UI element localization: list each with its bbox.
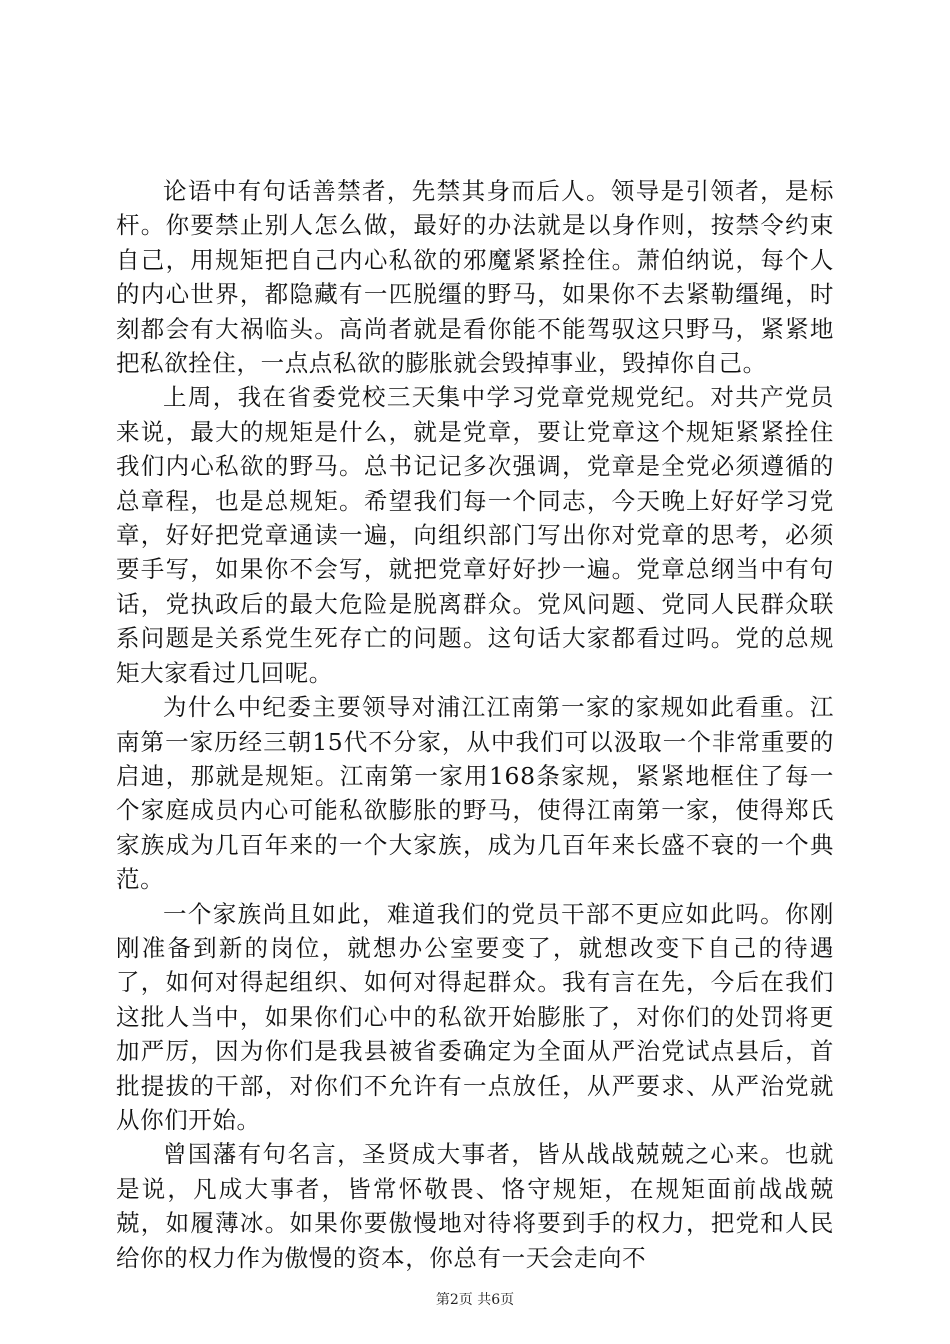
paragraph: 上周，我在省委党校三天集中学习党章党规党纪。对共产党员来说，最大的规矩是什么，就是党章，要让党章这个规矩紧紧拴住我们内心私欲的野马。总书记记多次强调，党章是全党必须遵循的总章程，也是总规矩。希望我们每一个同志，今天晚上好好学习党章，好好把党章通读一遍，向组织部门写出你对党章的思考，必须要手写，如果你不会写，就把党章好好抄一遍。党章总纲当中有句话，党执政后的最大危险是脱离群众。党风问题、党同人民群众联系问题是关系党生死存亡的问题。这句话大家都看过吗。党的总规矩大家看过几回呢。 [116,383,834,687]
body-text [116,174,834,1275]
page-number-footer: 第2页 共6页 [435,1292,515,1308]
paragraph: 一个家族尚且如此，难道我们的党员干部不更应如此吗。你刚刚准备到新的岗位，就想办公室要变了，就想改变下自己的待遇了，如何对得起组织、如何对得起群众。我有言在先，今后在我们这批人当中，如果你们心中的私欲开始膨胀了，对你们的处罚将更加严厉，因为你们是我县被省委确定为全面从严治党试点县后，首批提拔的干部，对你们不允许有一点放任，从严要求、从严治党就从你们开始。 [116,899,834,1134]
paragraph: 为什么中纪委主要领导对浦江江南第一家的家规如此看重。江南第一家历经三朝15代不分家，从中我们可以汲取一个非常重要的启迪，那就是规矩。江南第一家用168条家规，紧紧地框住了每一个家庭成员内心可能私欲膨胀的野马，使得江南第一家，使得郑氏家族成为几百年来的一个大家族，成为几百年来长盛不衰的一个典范。 [116,693,834,894]
paragraph: 曾国藩有句名言，圣贤成大事者，皆从战战兢兢之心来。也就是说，凡成大事者，皆常怀敬畏、恪守规矩，在规矩面前战战兢兢，如履薄冰。如果你要傲慢地对待将要到手的权力，把党和人民给你的权力作为傲慢的资本，你总有一天会走向不 [116,1140,834,1272]
paragraph: 论语中有句话善禁者，先禁其身而后人。领导是引领者，是标杆。你要禁止别人怎么做，最好的办法就是以身作则，按禁令约束自己，用规矩把自己内心私欲的邪魔紧紧拴住。萧伯纳说，每个人的内心世界，都隐藏有一匹脱缰的野马，如果你不去紧勒缰绳，时刻都会有大祸临头。高尚者就是看你能不能驾驭这只野马，紧紧地把私欲拴住，一点点私欲的膨胀就会毁掉事业，毁掉你自己。 [116,177,834,378]
